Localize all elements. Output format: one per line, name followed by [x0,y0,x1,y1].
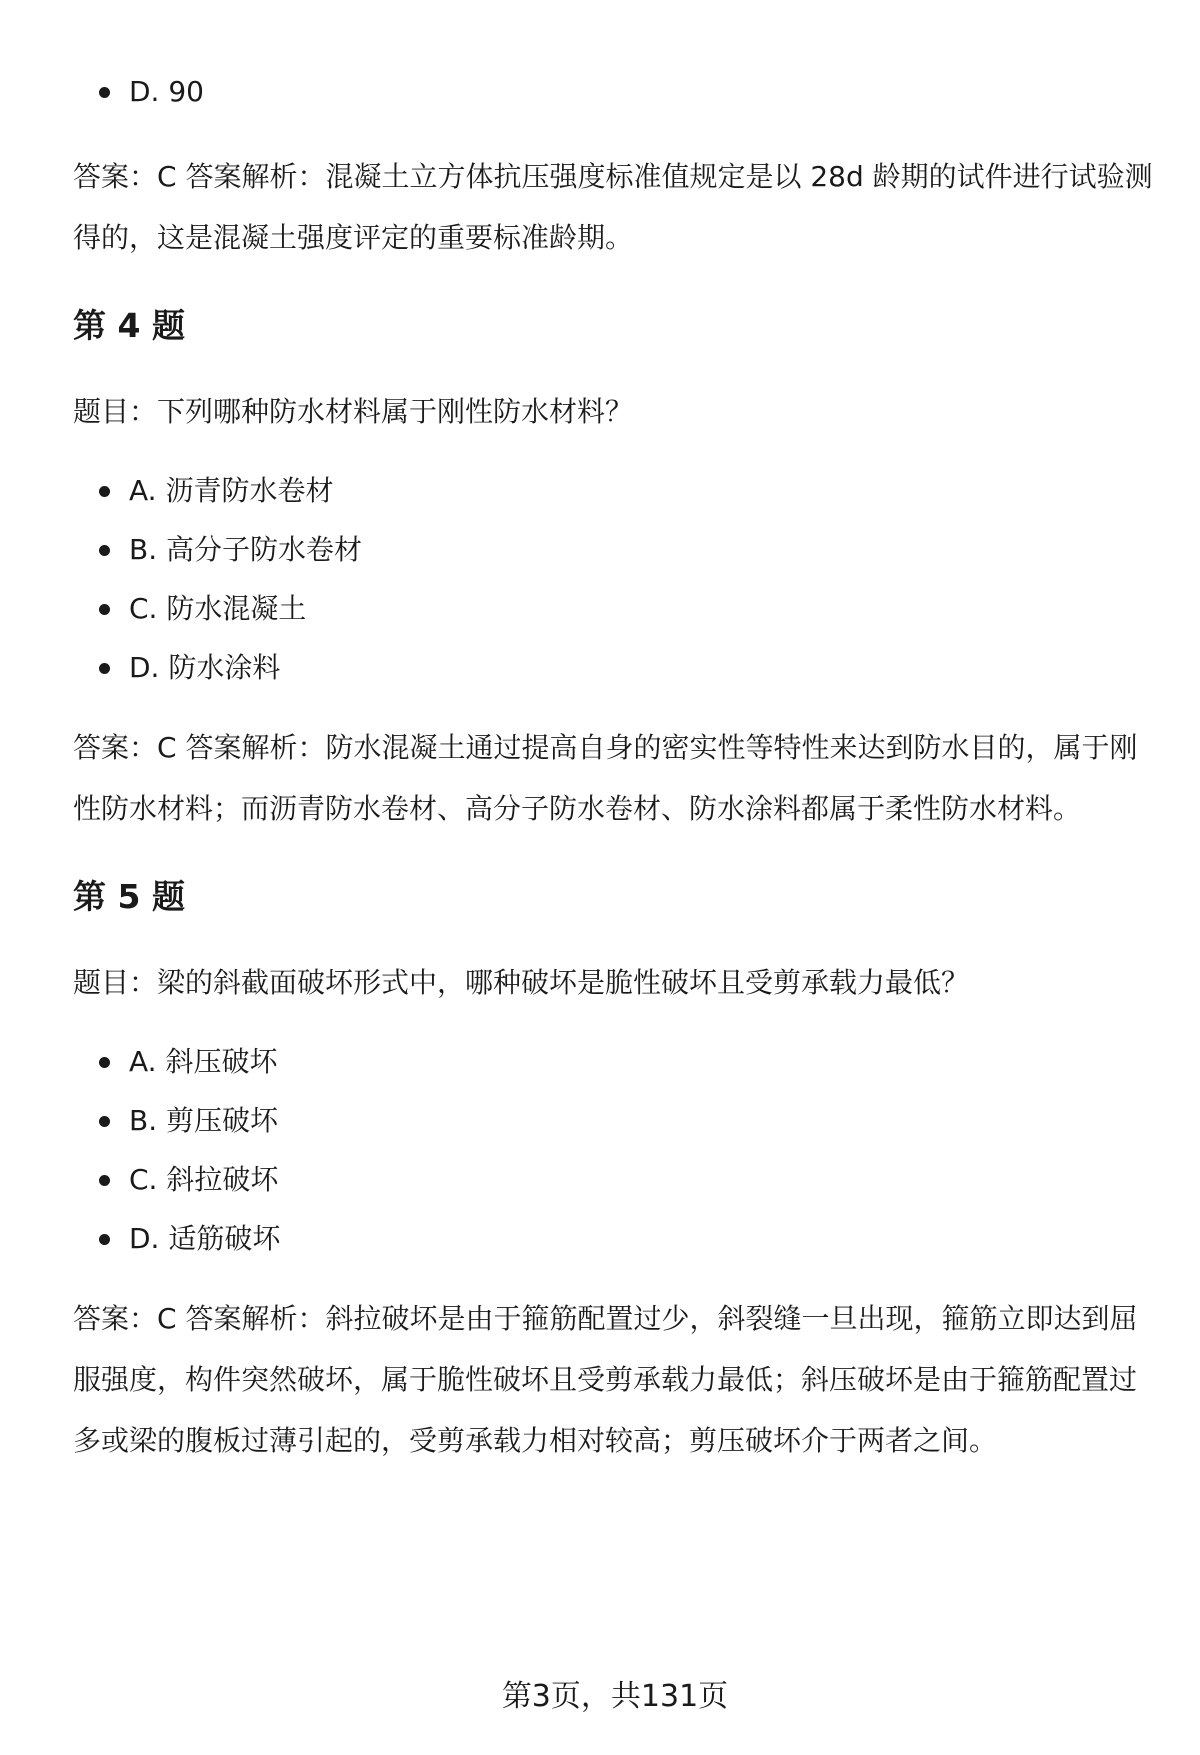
question-4-options [73,461,1168,697]
question-4-answer: 答案：C 答案解析：防水混凝土通过提高自身的密实性等特性来达到防水目的，属于刚性防水材料；而沥青防水卷材、高分子防水卷材、防水涂料都属于柔性防水材料。 [73,731,1138,825]
question-4-heading: 第 4 题 [73,306,185,345]
option-item: D. 防水涂料 [73,638,1168,697]
option-item: A. 沥青防水卷材 [73,461,1168,520]
option-item: D. 90 [73,62,1168,121]
prev-question-answer: 答案：C 答案解析：混凝土立方体抗压强度标准值规定是以 28d 龄期的试件进行试验测得的，这是混凝土强度评定的重要标准龄期。 [73,160,1153,254]
question-5-heading: 第 5 题 [73,877,185,916]
option-item: B. 高分子防水卷材 [73,520,1168,579]
question-5-answer: 答案：C 答案解析：斜拉破坏是由于箍筋配置过少，斜裂缝一旦出现，箍筋立即达到屈服强度，构件突然破坏，属于脆性破坏且受剪承载力最低；斜压破坏是由于箍筋配置过多或梁的腹板过薄引起的，受剪承载力相对较高；剪压破坏介于两者之间。 [73,1302,1138,1457]
option-item: A. 斜压破坏 [73,1032,1168,1091]
option-item: C. 斜拉破坏 [73,1150,1168,1209]
page-number: 第3页，共131页 [501,1679,729,1714]
option-item: C. 防水混凝土 [73,579,1168,638]
option-item: D. 适筋破坏 [73,1209,1168,1268]
question-5-prompt: 题目：梁的斜截面破坏形式中，哪种破坏是脆性破坏且受剪承载力最低？ [73,966,970,999]
prev-question-options [73,62,1168,121]
question-5-options [73,1032,1168,1268]
question-4-prompt: 题目：下列哪种防水材料属于刚性防水材料？ [73,395,634,428]
option-item: B. 剪压破坏 [73,1091,1168,1150]
page-content [73,62,1168,1471]
